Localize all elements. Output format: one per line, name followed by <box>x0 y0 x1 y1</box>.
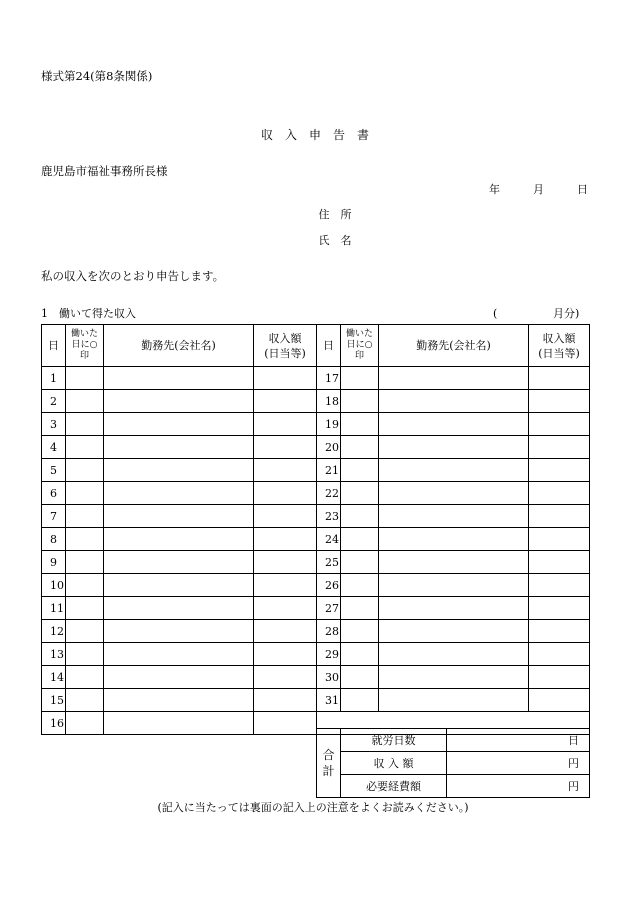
day-number: 26 <box>317 574 341 597</box>
amount-cell[interactable] <box>254 689 317 712</box>
income-table <box>41 324 590 735</box>
table-row <box>42 643 590 666</box>
employer-cell[interactable] <box>379 528 529 551</box>
stamp-cell[interactable] <box>66 574 104 597</box>
document-title: 収 入 申 告 書 <box>260 128 369 142</box>
employer-cell[interactable] <box>379 689 529 712</box>
stamp-cell[interactable] <box>66 436 104 459</box>
table-row <box>42 574 590 597</box>
employer-cell[interactable] <box>104 413 254 436</box>
day-number: 2 <box>42 390 66 413</box>
amount-cell[interactable] <box>529 482 590 505</box>
stamp-cell[interactable] <box>341 413 379 436</box>
employer-cell[interactable] <box>379 574 529 597</box>
stamp-cell[interactable] <box>341 367 379 390</box>
employer-cell[interactable] <box>379 505 529 528</box>
total-income-field[interactable]: 円 <box>447 752 590 775</box>
amount-cell[interactable] <box>529 436 590 459</box>
stamp-cell[interactable] <box>66 712 104 735</box>
day-number: 8 <box>42 528 66 551</box>
day-number: 19 <box>317 413 341 436</box>
totals-table <box>316 728 590 798</box>
amount-cell[interactable] <box>254 459 317 482</box>
employer-cell[interactable] <box>104 367 254 390</box>
date-line: 年 月 日 <box>489 183 588 196</box>
stamp-cell[interactable] <box>341 390 379 413</box>
stamp-cell[interactable] <box>341 597 379 620</box>
day-number: 17 <box>317 367 341 390</box>
employer-cell[interactable] <box>104 689 254 712</box>
amount-cell[interactable] <box>529 643 590 666</box>
header-amount-l2: (日当等) <box>538 346 580 360</box>
stamp-cell[interactable] <box>66 367 104 390</box>
day-number: 20 <box>317 436 341 459</box>
header-amount-l1: 収入額 <box>268 331 302 345</box>
stamp-cell[interactable] <box>341 436 379 459</box>
stamp-cell[interactable] <box>66 620 104 643</box>
employer-cell[interactable] <box>104 712 254 735</box>
amount-cell[interactable] <box>529 390 590 413</box>
total-income-label: 収 入 額 <box>341 752 447 775</box>
stamp-cell[interactable] <box>66 390 104 413</box>
address-label: 住 所 <box>318 208 352 221</box>
amount-cell[interactable] <box>529 689 590 712</box>
header-stamp-l2: 日に○ <box>71 340 98 350</box>
stamp-cell[interactable] <box>66 689 104 712</box>
employer-cell[interactable] <box>104 505 254 528</box>
table-row <box>42 436 590 459</box>
table-row <box>42 620 590 643</box>
amount-cell[interactable] <box>254 528 317 551</box>
amount-cell[interactable] <box>254 551 317 574</box>
header-amount <box>254 325 317 367</box>
stamp-cell[interactable] <box>341 574 379 597</box>
stamp-cell[interactable] <box>66 459 104 482</box>
stamp-cell[interactable] <box>341 666 379 689</box>
stamp-cell[interactable] <box>66 482 104 505</box>
footnote: (記入に当たっては裏面の記入上の注意をよくお読みください。) <box>157 801 469 814</box>
day-number: 5 <box>42 459 66 482</box>
amount-cell[interactable] <box>529 666 590 689</box>
employer-cell[interactable] <box>104 551 254 574</box>
table-row <box>42 528 590 551</box>
stamp-cell[interactable] <box>66 597 104 620</box>
amount-cell[interactable] <box>529 528 590 551</box>
header-employer: 勤務先(会社名) <box>379 325 529 367</box>
amount-cell[interactable] <box>254 367 317 390</box>
form-number-label: 様式第24(第8条関係) <box>41 69 153 83</box>
table-header-row <box>42 325 590 367</box>
table-row <box>42 666 590 689</box>
table-row <box>42 689 590 712</box>
header-stamp-l2: 日に○ <box>346 340 373 350</box>
totals-label-l2: 計 <box>322 764 335 778</box>
employer-cell[interactable] <box>379 390 529 413</box>
addressee: 鹿児島市福祉事務所長様 <box>41 164 168 178</box>
employer-cell[interactable] <box>379 620 529 643</box>
amount-cell[interactable] <box>254 390 317 413</box>
employer-cell[interactable] <box>379 551 529 574</box>
employer-cell[interactable] <box>104 666 254 689</box>
stamp-cell[interactable] <box>341 689 379 712</box>
employer-cell[interactable] <box>379 597 529 620</box>
amount-cell[interactable] <box>254 436 317 459</box>
amount-cell[interactable] <box>254 620 317 643</box>
stamp-cell[interactable] <box>66 666 104 689</box>
employer-cell[interactable] <box>104 436 254 459</box>
day-number: 9 <box>42 551 66 574</box>
totals-label-l1: 合 <box>322 748 335 762</box>
header-day: 日 <box>42 325 66 367</box>
stamp-cell[interactable] <box>66 528 104 551</box>
day-number: 14 <box>42 666 66 689</box>
employer-cell[interactable] <box>104 528 254 551</box>
stamp-cell[interactable] <box>341 528 379 551</box>
amount-cell[interactable] <box>254 413 317 436</box>
amount-cell[interactable] <box>529 413 590 436</box>
total-expenses-label: 必要経費額 <box>341 775 447 798</box>
employer-cell[interactable] <box>104 574 254 597</box>
day-number: 31 <box>317 689 341 712</box>
employer-cell[interactable] <box>379 643 529 666</box>
table-row <box>42 482 590 505</box>
day-number: 18 <box>317 390 341 413</box>
amount-cell[interactable] <box>254 712 317 735</box>
stamp-cell[interactable] <box>66 505 104 528</box>
day-number: 12 <box>42 620 66 643</box>
table-row <box>42 505 590 528</box>
table-row <box>42 413 590 436</box>
header-stamp <box>341 325 379 367</box>
employer-cell[interactable] <box>104 643 254 666</box>
total-expenses-field[interactable]: 円 <box>447 775 590 798</box>
amount-cell[interactable] <box>254 574 317 597</box>
day-number: 11 <box>42 597 66 620</box>
header-amount <box>529 325 590 367</box>
table-row <box>42 390 590 413</box>
day-number: 29 <box>317 643 341 666</box>
day-number: 27 <box>317 597 341 620</box>
day-number: 23 <box>317 505 341 528</box>
section-title: 1 働いて得た収入 <box>41 307 136 320</box>
employer-cell[interactable] <box>104 390 254 413</box>
stamp-cell[interactable] <box>341 551 379 574</box>
stamp-cell[interactable] <box>66 551 104 574</box>
day-number: 7 <box>42 505 66 528</box>
stamp-cell[interactable] <box>341 620 379 643</box>
stamp-cell[interactable] <box>341 459 379 482</box>
employer-cell[interactable] <box>379 367 529 390</box>
day-number: 6 <box>42 482 66 505</box>
amount-cell[interactable] <box>254 666 317 689</box>
amount-cell[interactable] <box>529 551 590 574</box>
month-open-paren: ( <box>493 307 498 320</box>
amount-cell[interactable] <box>529 505 590 528</box>
amount-cell[interactable] <box>254 482 317 505</box>
day-number: 16 <box>42 712 66 735</box>
amount-cell[interactable] <box>529 459 590 482</box>
employer-cell[interactable] <box>104 620 254 643</box>
amount-cell[interactable] <box>254 505 317 528</box>
employer-cell[interactable] <box>379 413 529 436</box>
total-workdays-field[interactable]: 日 <box>447 729 590 752</box>
day-number: 15 <box>42 689 66 712</box>
stamp-cell[interactable] <box>66 643 104 666</box>
amount-cell[interactable] <box>529 597 590 620</box>
table-row <box>42 551 590 574</box>
header-day: 日 <box>317 325 341 367</box>
header-stamp-l1: 働いた <box>70 329 98 339</box>
employer-cell[interactable] <box>104 597 254 620</box>
employer-cell[interactable] <box>379 482 529 505</box>
header-amount-l2: (日当等) <box>264 346 306 360</box>
header-stamp-l1: 働いた <box>345 329 373 339</box>
table-row <box>42 459 590 482</box>
day-number: 24 <box>317 528 341 551</box>
employer-cell[interactable] <box>379 436 529 459</box>
amount-cell[interactable] <box>254 597 317 620</box>
name-label: 氏 名 <box>318 234 352 247</box>
header-stamp-l3: 印 <box>79 351 89 361</box>
header-employer: 勤務先(会社名) <box>104 325 254 367</box>
header-amount-l1: 収入額 <box>542 331 576 345</box>
amount-cell[interactable] <box>529 367 590 390</box>
amount-cell[interactable] <box>529 574 590 597</box>
table-row <box>42 367 590 390</box>
stamp-cell[interactable] <box>66 413 104 436</box>
header-stamp-l3: 印 <box>354 351 364 361</box>
day-number: 10 <box>42 574 66 597</box>
total-workdays-label: 就労日数 <box>341 729 447 752</box>
stamp-cell[interactable] <box>341 643 379 666</box>
header-stamp <box>66 325 104 367</box>
totals-label <box>317 729 341 798</box>
stamp-cell[interactable] <box>341 505 379 528</box>
employer-cell[interactable] <box>379 459 529 482</box>
day-number: 1 <box>42 367 66 390</box>
month-suffix: 月分) <box>553 307 580 320</box>
day-number: 21 <box>317 459 341 482</box>
day-number: 30 <box>317 666 341 689</box>
day-number: 4 <box>42 436 66 459</box>
amount-cell[interactable] <box>254 643 317 666</box>
amount-cell[interactable] <box>529 620 590 643</box>
day-number: 22 <box>317 482 341 505</box>
day-number: 25 <box>317 551 341 574</box>
day-number: 3 <box>42 413 66 436</box>
table-row <box>42 597 590 620</box>
employer-cell[interactable] <box>104 459 254 482</box>
employer-cell[interactable] <box>104 482 254 505</box>
day-number: 28 <box>317 620 341 643</box>
intro-text: 私の収入を次のとおり申告します。 <box>41 269 225 283</box>
day-number: 13 <box>42 643 66 666</box>
stamp-cell[interactable] <box>341 482 379 505</box>
employer-cell[interactable] <box>379 666 529 689</box>
